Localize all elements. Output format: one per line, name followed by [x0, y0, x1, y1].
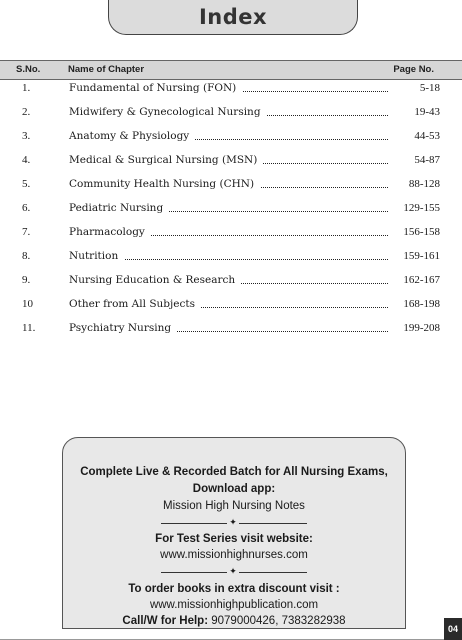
- app-name: Mission High Nursing Notes: [163, 500, 305, 512]
- row-pages: 162-167: [403, 274, 440, 286]
- row-sno: 6.: [22, 202, 31, 214]
- table-row: [0, 296, 462, 320]
- test-series-label: For Test Series visit website:: [155, 533, 313, 545]
- table-row: [0, 200, 462, 224]
- row-chapter: Pediatric Nursing: [69, 202, 169, 214]
- table-row: [0, 104, 462, 128]
- table-row: [0, 176, 462, 200]
- order-books-label: To order books in extra discount visit :: [128, 583, 340, 595]
- row-chapter: Fundamental of Nursing (FON): [69, 82, 242, 94]
- row-sno: 5.: [22, 178, 31, 190]
- row-sno: 2.: [22, 106, 31, 118]
- header-page: Page No.: [393, 64, 434, 75]
- publication-link[interactable]: www.missionhighpublication.com: [149, 599, 319, 611]
- row-chapter: Other from All Subjects: [69, 298, 201, 310]
- row-pages: 168-198: [403, 298, 440, 310]
- table-row: [0, 128, 462, 152]
- promo-line-2: Download app:: [192, 483, 276, 495]
- diamond-icon: ✦: [227, 566, 239, 577]
- row-chapter: Medical & Surgical Nursing (MSN): [69, 154, 263, 166]
- row-sno: 3.: [22, 130, 31, 142]
- page-title: Index: [198, 5, 268, 29]
- row-pages: 159-161: [403, 250, 440, 262]
- diamond-icon: ✦: [227, 517, 239, 528]
- header-sno: S.No.: [16, 64, 41, 75]
- table-row: [0, 320, 462, 344]
- row-chapter: Community Health Nursing (CHN): [69, 178, 260, 190]
- row-pages: 54-87: [414, 154, 440, 166]
- row-sno: 11.: [22, 322, 36, 334]
- row-pages: 156-158: [403, 226, 440, 238]
- table-row: [0, 248, 462, 272]
- row-pages: 199-208: [403, 322, 440, 334]
- header-chapter: Name of Chapter: [68, 64, 145, 75]
- index-table: [0, 80, 462, 344]
- row-pages: 88-128: [408, 178, 440, 190]
- row-pages: 129-155: [403, 202, 440, 214]
- row-pages: 5-18: [419, 82, 440, 94]
- help-line: [63, 615, 405, 627]
- row-pages: 44-53: [414, 130, 440, 142]
- help-numbers: 9079000426, 7383282938: [211, 615, 346, 627]
- row-chapter: Nutrition: [69, 250, 124, 262]
- row-pages: 19-43: [414, 106, 440, 118]
- row-chapter: Midwifery & Gynecological Nursing: [69, 106, 267, 118]
- row-chapter: Nursing Education & Research: [69, 274, 241, 286]
- row-sno: 7.: [22, 226, 31, 238]
- row-sno: 4.: [22, 154, 31, 166]
- row-sno: 1.: [22, 82, 31, 94]
- row-sno: 9.: [22, 274, 31, 286]
- help-label: Call/W for Help:: [122, 615, 209, 627]
- promo-box: [62, 437, 406, 629]
- row-sno: 8.: [22, 250, 31, 262]
- row-chapter: Anatomy & Physiology: [69, 130, 195, 142]
- page-number: 04: [444, 618, 462, 640]
- promo-line-1: Complete Live & Recorded Batch for All Nursing Exams,: [80, 466, 388, 478]
- row-chapter: Psychiatry Nursing: [69, 322, 177, 334]
- separator: [161, 567, 307, 577]
- table-row: [0, 152, 462, 176]
- separator: [161, 518, 307, 528]
- row-sno: 10: [22, 298, 33, 310]
- website-link[interactable]: www.missionhighnurses.com: [160, 549, 308, 561]
- table-row: [0, 80, 462, 104]
- table-row: [0, 272, 462, 296]
- row-chapter: Pharmacology: [69, 226, 151, 238]
- table-header: [0, 60, 462, 80]
- index-title-tab: [108, 0, 358, 35]
- table-row: [0, 224, 462, 248]
